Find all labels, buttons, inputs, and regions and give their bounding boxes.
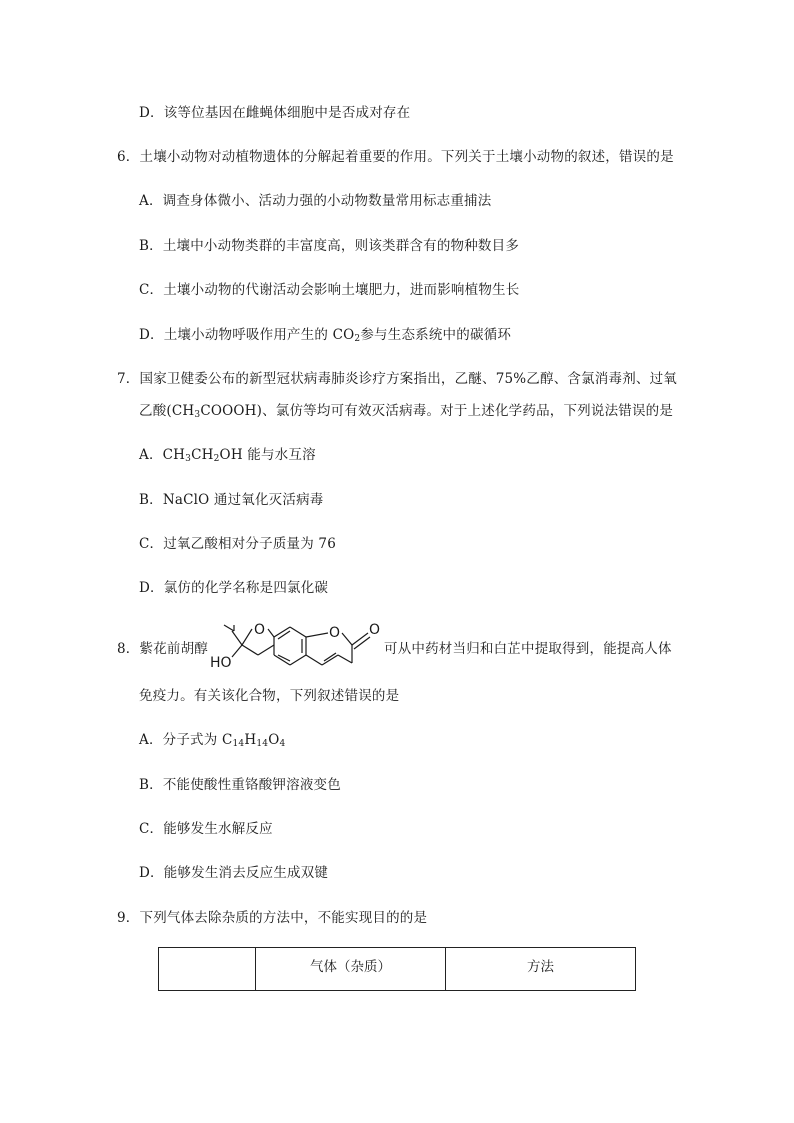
bond [342,633,352,645]
q6-option-b: B．土壤中小动物类群的丰富度高，则该类群含有的物种数目多 [139,238,520,254]
table-header-row [159,948,636,991]
q7-stem-line1: 7．国家卫健委公布的新型冠状病毒肺炎诊疗方案指出，乙醚、75%乙醇、含氯消毒剂、过氧 [117,371,677,387]
bond [232,631,242,645]
q6-stem: 6．土壤小动物对动植物遗体的分解起着重要的作用。下列关于土壤小动物的叙述，错误的是 [117,149,674,165]
bond [338,655,352,663]
q7-option-b: B．NaClO 通过氧化灭活病毒 [139,492,324,508]
impurity-table [158,947,636,991]
bond [306,655,322,665]
q7-option-d: D．氯仿的化学名称是四氯化碳 [139,580,329,596]
bond [290,655,306,665]
oxygen-label: O [254,622,266,638]
chemical-structure [206,617,384,675]
q7-option-a: A．$CH_3CH_2OH$ 能与水互溶 [139,447,316,464]
bond [278,631,290,639]
bond [354,637,370,649]
q8-option-a: A．分子式为 $C_{14}H_{14}O_4$ [139,732,286,749]
bond [258,645,274,655]
q6-option-d: D．土壤小动物呼吸作用产生的 $CO_2$参与生态系统中的碳循环 [139,327,512,344]
table-header-cell: 方法 [446,948,636,991]
q7-stem-line2: 乙酸$(CH_3COOOH)$、氯仿等均可有效灭活病毒。对于上述化学药品，下列说法错误的是 [139,403,674,420]
bond [352,633,368,645]
q6-option-c: C．土壤小动物的代谢活动会影响土壤肥力，进而影响植物生长 [139,282,520,298]
bond [306,633,328,637]
bond [290,627,306,637]
bond [224,625,234,631]
hydroxyl-label: HO [210,655,232,671]
q8-stem-line2: 免疫力。有关该化合物，下列叙述错误的是 [139,688,400,704]
q5-option-d: D．该等位基因在雌蝇体细胞中是否成对存在 [139,105,411,121]
bond [242,645,258,655]
q6-option-a: A．调查身体微小、活动力强的小动物数量常用标志重捕法 [139,193,492,209]
q8-option-c: C．能够发生水解反应 [139,821,273,837]
bond [268,629,274,637]
q7-option-c: C．过氧乙酸相对分子质量为 76 [139,536,336,552]
q8-option-b: B．不能使酸性重铬酸钾溶液变色 [139,777,341,793]
q8-stem-pre: 8．紫花前胡醇 [117,641,208,657]
bond [242,629,252,645]
oxygen-label: O [329,625,341,641]
oxygen-label: O [369,622,381,638]
q9-stem: 9．下列气体去除杂质的方法中，不能实现目的的是 [117,910,428,926]
table-header-cell [159,948,256,991]
table-header-cell: 气体（杂质） [256,948,446,991]
q8-stem-post: 可从中药材当归和白芷中提取得到，能提高人体 [384,641,672,657]
bond [232,645,242,657]
q8-option-d: D．能够发生消去反应生成双键 [139,865,329,881]
